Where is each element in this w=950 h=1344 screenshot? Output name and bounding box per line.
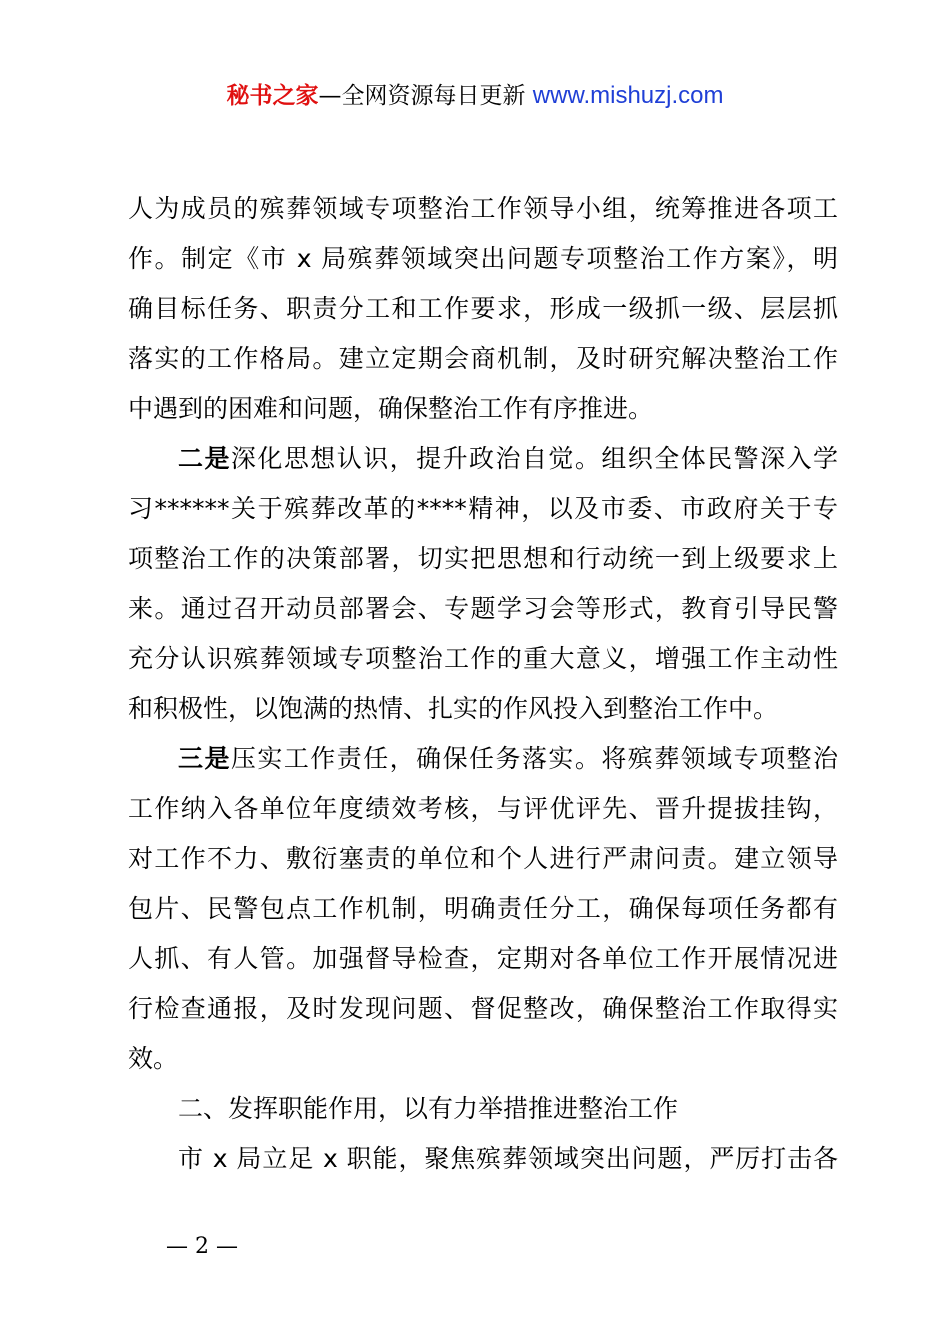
paragraph-two-lead: 二是	[178, 444, 231, 473]
text-line: 行检查通报，及时发现问题、督促整改，确保整治工作取得实	[128, 994, 838, 1023]
paragraph-two-first-text: 深化思想认识，提升政治自觉。组织全体民警深入学	[230, 444, 838, 473]
brand-name: 秘书之家	[226, 83, 319, 109]
site-url-link[interactable]: www.mishuzj.com	[532, 82, 724, 109]
text-line: 工作纳入各单位年度绩效考核，与评优评先、晋升提拔挂钩，	[128, 794, 838, 823]
document-body	[128, 184, 838, 1184]
text-line: 包片、民警包点工作机制，明确责任分工，确保每项任务都有	[128, 894, 838, 923]
text-line: 人抓、有人管。加强督导检查，定期对各单位工作开展情况进	[128, 944, 838, 973]
section-heading: 二、发挥职能作用，以有力举措推进整治工作	[178, 1094, 679, 1123]
text-line: 确目标任务、职责分工和工作要求，形成一级抓一级、层层抓	[128, 294, 838, 323]
text-line: 落实的工作格局。建立定期会商机制，及时研究解决整治工作	[128, 344, 838, 373]
text-line: 效。	[128, 1044, 179, 1073]
text-line: 来。通过召开动员部署会、专题学习会等形式，教育引导民警	[128, 594, 838, 623]
text-line: 对工作不力、敷衍塞责的单位和个人进行严肃问责。建立领导	[128, 844, 838, 873]
page-header	[0, 80, 950, 112]
paragraph-three-first-text: 压实工作责任，确保任务落实。将殡葬领域专项整治	[230, 744, 838, 773]
text-line: 充分认识殡葬领域专项整治工作的重大意义，增强工作主动性	[128, 644, 838, 673]
page-number: — 2 —	[166, 1234, 238, 1259]
paragraph-two-first-line	[128, 434, 838, 484]
text-line: 作。制定《市 x 局殡葬领域突出问题专项整治工作方案》，明	[128, 244, 838, 273]
paragraph-three-lead: 三是	[178, 744, 231, 773]
text-line: 人为成员的殡葬领域专项整治工作领导小组，统筹推进各项工	[128, 194, 838, 223]
text-line: 市 x 局立足 x 职能，聚焦殡葬领域突出问题，严厉打击各	[178, 1144, 838, 1173]
text-line: 和积极性，以饱满的热情、扎实的作风投入到整治工作中。	[128, 694, 779, 723]
text-line: 项整治工作的决策部署，切实把思想和行动统一到上级要求上	[128, 544, 838, 573]
text-line: 中遇到的困难和问题，确保整治工作有序推进。	[128, 394, 654, 423]
header-slogan: —全网资源每日更新	[318, 83, 526, 109]
paragraph-three-first-line	[128, 734, 838, 784]
text-line: 习******关于殡葬改革的****精神，以及市委、市政府关于专	[128, 494, 838, 523]
